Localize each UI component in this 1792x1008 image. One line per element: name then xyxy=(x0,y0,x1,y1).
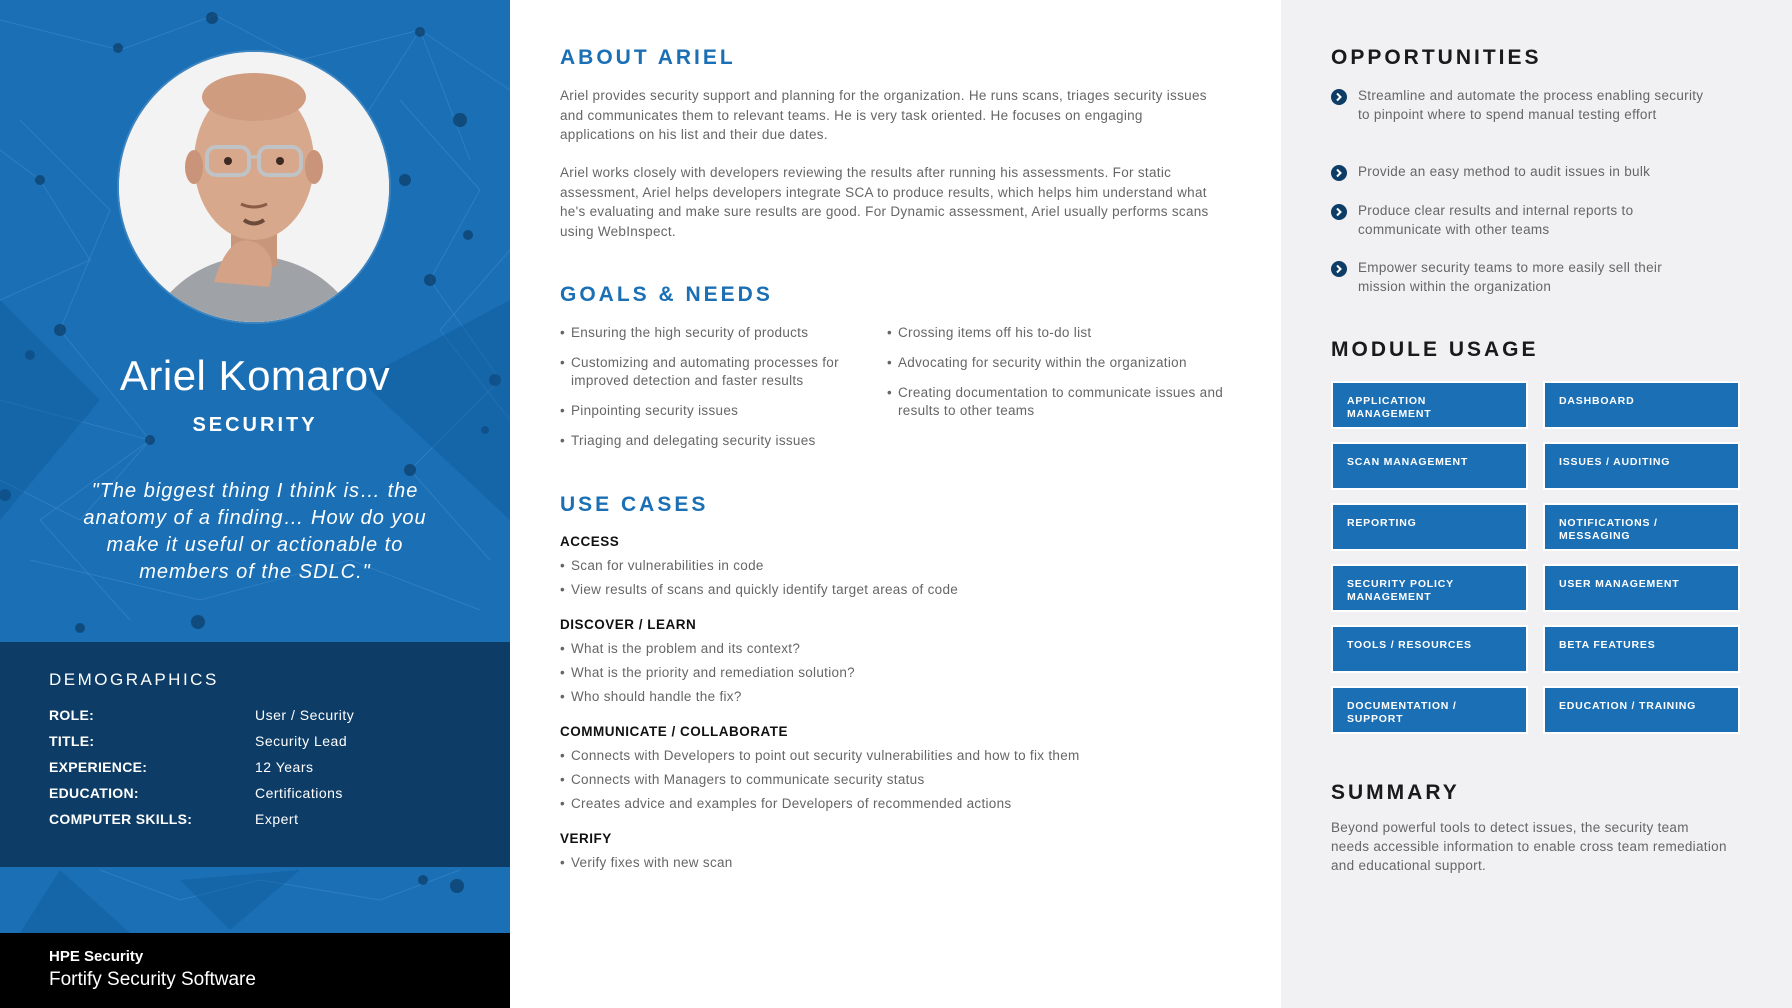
demographics-row-role xyxy=(49,707,469,727)
persona-role: SECURITY xyxy=(192,414,318,436)
use-case-item: • Scan for vulnerabilities in code xyxy=(560,558,764,573)
demographics-value: Expert xyxy=(255,811,299,827)
summary-text: Beyond powerful tools to detect issues, the security team needs accessible information to enable cross team remediation and educational support. xyxy=(1331,820,1727,873)
chevron-right-circle-icon xyxy=(1331,165,1347,181)
persona-panel xyxy=(0,0,510,1008)
demographics-key: EXPERIENCE: xyxy=(49,759,148,775)
module-tile: BETA FEATURES xyxy=(1543,625,1740,673)
opportunity-text: Streamline and automate the process enabling security to pinpoint where to spend manual testing effort xyxy=(1358,88,1704,122)
persona-photo xyxy=(119,52,389,322)
use-case-item: • What is the priority and remediation solution? xyxy=(560,665,855,680)
demographics-value: 12 Years xyxy=(255,759,314,775)
use-cases-title: USE CASES xyxy=(560,493,709,516)
opportunity-text: Empower security teams to more easily sell their mission within the organization xyxy=(1358,260,1662,294)
use-case-item: • Who should handle the fix? xyxy=(560,689,742,704)
module-tile: ISSUES / AUDITING xyxy=(1543,442,1740,490)
about-title: ABOUT ARIEL xyxy=(560,46,736,69)
footer xyxy=(0,933,510,1008)
demographics-key: EDUCATION: xyxy=(49,785,139,801)
module-tile: DOCUMENTATION / SUPPORT xyxy=(1331,686,1528,734)
module-tile: DASHBOARD xyxy=(1543,381,1740,429)
summary-title: SUMMARY xyxy=(1331,781,1460,804)
opportunities-title: OPPORTUNITIES xyxy=(1331,46,1542,69)
goal-item: • Ensuring the high security of products xyxy=(560,324,870,342)
about-paragraph: Ariel works closely with developers reviewing the results after running his assessments. For static assessment, Ariel helps developers integrate SCA to produce results, which helps him understand what he's evaluating and make sure results are good. For Dynamic assessment, Ariel usually performs scans using WebInspect. xyxy=(560,165,1209,239)
use-case-item: • What is the problem and its context? xyxy=(560,641,800,656)
demographics-key: TITLE: xyxy=(49,733,95,749)
opportunity-text: Produce clear results and internal reports to communicate with other teams xyxy=(1358,203,1634,237)
need-item: • Crossing items off his to-do list xyxy=(887,324,1247,342)
demographics-value: Certifications xyxy=(255,785,343,801)
demographics-row-computer-skills xyxy=(49,811,469,831)
demographics-key: ROLE: xyxy=(49,707,95,723)
chevron-right-circle-icon xyxy=(1331,89,1347,105)
goal-item: • Customizing and automating processes for improved detection and faster results xyxy=(560,354,870,390)
need-item: • Advocating for security within the organization xyxy=(887,354,1247,372)
module-tile: SCAN MANAGEMENT xyxy=(1331,442,1528,490)
footer-brand: HPE Security xyxy=(49,948,144,965)
demographics-key: COMPUTER SKILLS: xyxy=(49,811,193,827)
demographics-row-title xyxy=(49,733,469,753)
goals-title: GOALS & NEEDS xyxy=(560,283,773,306)
footer-product: Fortify Security Software xyxy=(49,969,256,990)
persona-name: Ariel Komarov xyxy=(119,352,391,399)
use-case-heading: ACCESS xyxy=(560,534,620,549)
chevron-right-circle-icon xyxy=(1331,261,1347,277)
use-case-heading: COMMUNICATE / COLLABORATE xyxy=(560,724,788,739)
module-tile: USER MANAGEMENT xyxy=(1543,564,1740,612)
module-tile: SECURITY POLICY MANAGEMENT xyxy=(1331,564,1528,612)
insights-column xyxy=(1281,0,1792,1008)
module-tile: TOOLS / RESOURCES xyxy=(1331,625,1528,673)
demographics-value: Security Lead xyxy=(255,733,348,749)
use-case-item: • Creates advice and examples for Developers of recommended actions xyxy=(560,796,1011,811)
demographics-panel xyxy=(0,642,510,867)
demographics-row-experience xyxy=(49,759,469,779)
use-case-item: • Connects with Managers to communicate security status xyxy=(560,772,925,787)
use-case-item: • View results of scans and quickly identify target areas of code xyxy=(560,582,958,597)
demographics-row-education xyxy=(49,785,469,805)
avatar xyxy=(119,52,389,322)
opportunity-text: Provide an easy method to audit issues in bulk xyxy=(1358,164,1651,179)
chevron-right-circle-icon xyxy=(1331,204,1347,220)
module-usage-title: MODULE USAGE xyxy=(1331,338,1539,361)
demographics-value: User / Security xyxy=(255,707,355,723)
use-case-heading: DISCOVER / LEARN xyxy=(560,617,697,632)
need-item: • Creating documentation to communicate issues and results to other teams xyxy=(887,384,1247,420)
demographics-title: DEMOGRAPHICS xyxy=(49,670,219,689)
module-tile: REPORTING xyxy=(1331,503,1528,551)
goal-item: • Pinpointing security issues xyxy=(560,402,870,420)
persona-quote: "The biggest thing I think is… the anatomy of a finding… How do you make it useful or actionable to members of the SDLC." xyxy=(83,480,427,583)
use-case-item: • Verify fixes with new scan xyxy=(560,855,733,870)
content-column xyxy=(510,0,1281,1008)
use-case-heading: VERIFY xyxy=(560,831,612,846)
about-paragraph: Ariel provides security support and planning for the organization. He runs scans, triages security issues and communicates them to relevant teams. He is very task oriented. He focuses on engaging applications on his list and their due dates. xyxy=(560,88,1207,142)
module-tile: APPLICATION MANAGEMENT xyxy=(1331,381,1528,429)
module-tile: EDUCATION / TRAINING xyxy=(1543,686,1740,734)
use-case-item: • Connects with Developers to point out security vulnerabilities and how to fix them xyxy=(560,748,1080,763)
goal-item: • Triaging and delegating security issues xyxy=(560,432,870,450)
module-tile: NOTIFICATIONS / MESSAGING xyxy=(1543,503,1740,551)
